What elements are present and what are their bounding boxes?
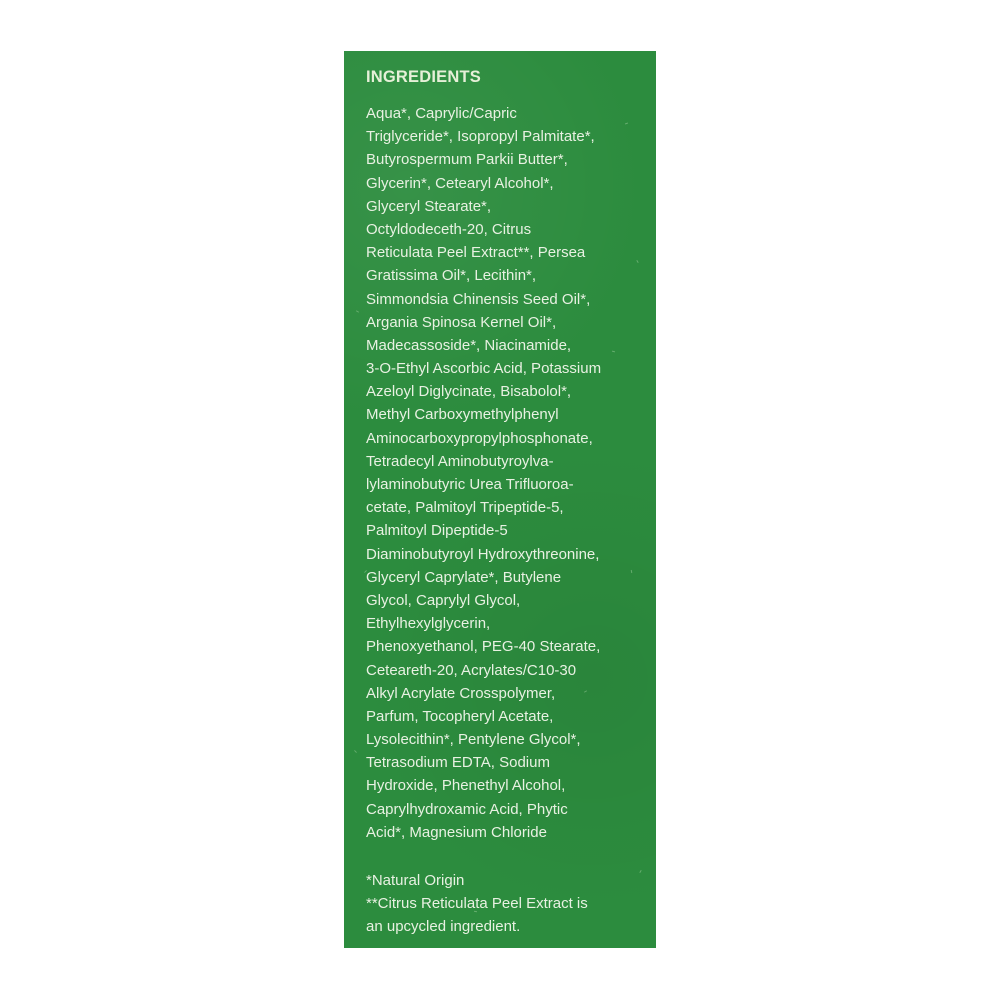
ingredient-line: Butyrospermum Parkii Butter*, <box>366 151 568 169</box>
ingredient-line: Phenoxyethanol, PEG-40 Stearate, <box>366 638 601 656</box>
ingredient-line: 3-O-Ethyl Ascorbic Acid, Potassium <box>366 360 602 378</box>
ingredient-line: Acid*, Magnesium Chloride <box>366 823 547 841</box>
ingredient-line: Glycerin*, Cetearyl Alcohol*, <box>366 174 554 192</box>
ingredient-line: Simmondsia Chinensis Seed Oil*, <box>366 290 591 308</box>
ingredients-heading: INGREDIENTS <box>366 68 481 86</box>
footnotes <box>366 869 588 939</box>
ingredient-line: Caprylhydroxamic Acid, Phytic <box>366 800 568 818</box>
ingredient-line: Aqua*, Caprylic/Capric <box>366 105 517 122</box>
ingredient-line: Tetrasodium EDTA, Sodium <box>366 754 550 772</box>
ingredient-line: Ethylhexylglycerin, <box>366 615 491 633</box>
ingredient-line: Tetradecyl Aminobutyroylva- <box>366 452 554 470</box>
ingredient-line: Azeloyl Diglycinate, Bisabolol*, <box>366 383 572 401</box>
ingredient-line: Gratissima Oil*, Lecithin*, <box>366 267 537 285</box>
ingredient-line: Diaminobutyroyl Hydroxythreonine, <box>366 545 600 563</box>
ingredient-line: Madecassoside*, Niacinamide, <box>366 336 572 354</box>
ingredient-line: Triglyceride*, Isopropyl Palmitate*, <box>366 128 595 146</box>
ingredient-line: Glycol, Caprylyl Glycol, <box>366 591 521 609</box>
footnote-natural-origin: *Natural Origin <box>366 872 465 889</box>
ingredient-line: Ceteareth-20, Acrylates/C10-30 <box>366 661 577 679</box>
ingredient-line: cetate, Palmitoyl Tripeptide-5, <box>366 499 564 517</box>
ingredient-line: Alkyl Acrylate Crosspolymer, <box>366 684 556 702</box>
ingredients-list <box>366 102 656 844</box>
ingredient-line: lylaminobutyric Urea Trifluoroa- <box>366 476 574 493</box>
ingredient-line: Glyceryl Caprylate*, Butylene <box>366 568 562 586</box>
ingredients-panel <box>344 51 656 948</box>
footnote-upcycled-line-1: **Citrus Reticulata Peel Extract is <box>366 895 588 913</box>
ingredient-line: Argania Spinosa Kernel Oil*, <box>366 313 557 331</box>
ingredient-line: Methyl Carboxymethylphenyl <box>366 406 559 424</box>
ingredient-line: Glyceryl Stearate*, <box>366 197 492 215</box>
ingredient-line: Palmitoyl Dipeptide-5 <box>366 522 508 540</box>
footnote-upcycled-line-2: an upcycled ingredient. <box>366 918 521 936</box>
ingredient-line: Aminocarboxypropylphosphonate, <box>366 429 593 447</box>
ingredient-line: Hydroxide, Phenethyl Alcohol, <box>366 777 566 795</box>
ingredient-line: Lysolecithin*, Pentylene Glycol*, <box>366 731 581 749</box>
ingredient-line: Reticulata Peel Extract**, Persea <box>366 244 586 262</box>
ingredient-line: Parfum, Tocopheryl Acetate, <box>366 707 554 725</box>
ingredient-line: Octyldodeceth-20, Citrus <box>366 220 532 238</box>
